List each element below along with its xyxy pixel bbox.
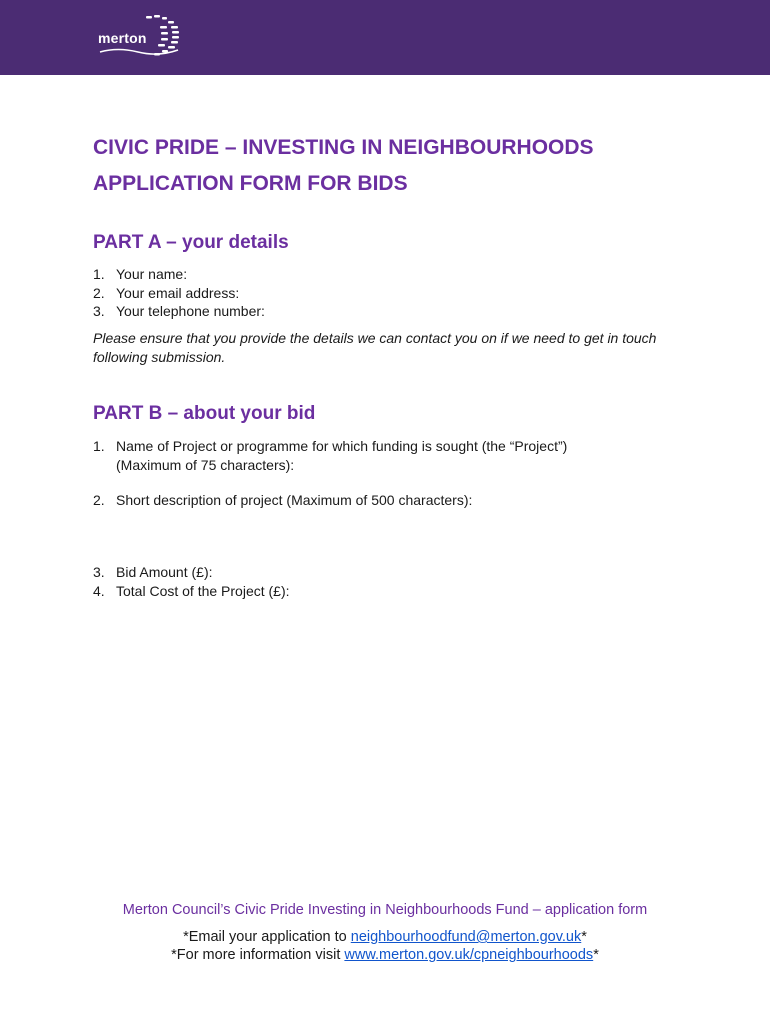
list-item [93,491,472,510]
footer-info-prefix: *For more information visit [171,947,345,963]
footer-info-line [0,947,770,963]
list-text: Your name: [116,266,188,282]
list-number: 1. [93,266,105,282]
list-text: Short description of project (Maximum of 500 characters): [116,492,473,508]
footer-title: Merton Council’s Civic Pride Investing in Neighbourhoods Fund – application form [122,902,648,918]
part-b-list-3 [93,563,290,600]
part-a-list [93,265,265,321]
title-line-1: CIVIC PRIDE – INVESTING IN NEIGHBOURHOODS [93,136,594,159]
list-item [93,582,290,601]
list-text-line-1: Name of Project or programme for which funding is sought (the “Project”) [116,438,568,454]
list-text: Bid Amount (£): [116,564,213,580]
email-link[interactable]: neighbourhoodfund@merton.gov.uk [350,929,582,945]
list-text [116,437,567,474]
contact-note: Please ensure that you provide the details we can contact you on if we need to get in touch following submission. [93,330,657,365]
list-item [93,437,567,474]
list-text: Your telephone number: [116,303,265,319]
list-item [93,302,265,321]
part-b-list-2 [93,491,472,510]
list-item [93,563,290,582]
footer-info-suffix: * [593,947,599,963]
part-a-heading: PART A – your details [93,232,289,253]
list-number: 1. [93,438,105,454]
merton-logo [98,12,188,62]
list-text-line-2: (Maximum of 75 characters): [116,456,295,473]
list-number: 4. [93,582,105,599]
list-number: 2. [93,284,105,301]
title-line-2: APPLICATION FORM FOR BIDS [93,172,408,195]
page-title [93,130,693,202]
part-b-list-1 [93,437,567,474]
footer-email-prefix: *Email your application to [183,929,351,945]
part-b-heading: PART B – about your bid [93,403,316,424]
footer-email-suffix: * [581,929,587,945]
list-text: Total Cost of the Project (£): [116,582,290,599]
list-text: Your email address: [116,284,240,301]
website-link[interactable]: www.merton.gov.uk/cpneighbourhoods [344,947,594,963]
list-number: 2. [93,492,105,508]
footer-email-line [0,929,770,945]
list-item [93,284,265,303]
list-number: 3. [93,564,105,580]
list-number: 3. [93,303,105,319]
header-banner [0,0,770,75]
list-item [93,265,265,284]
logo-text: merton [98,30,147,46]
